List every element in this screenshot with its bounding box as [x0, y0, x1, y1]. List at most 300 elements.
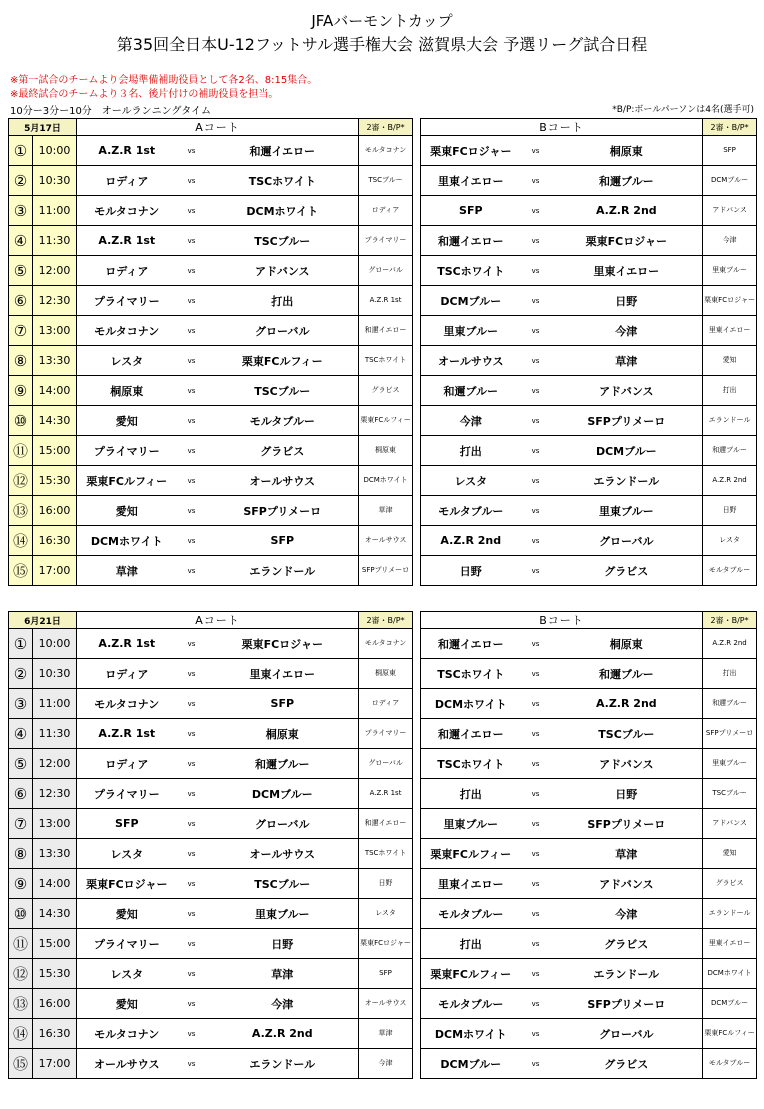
vs-label: vs	[521, 989, 551, 1019]
court-a-referee: 草津	[359, 1019, 413, 1049]
match-row	[9, 899, 757, 929]
court-a-referee: グラビス	[359, 376, 413, 406]
vs-label: vs	[177, 526, 207, 556]
column-gap	[413, 989, 421, 1019]
match-number: ⑤	[9, 749, 33, 779]
vs-label: vs	[521, 749, 551, 779]
page-title-line1: JFAバーモントカップ	[311, 12, 453, 30]
court-b-referee: 今津	[703, 226, 757, 256]
court-b-referee: 愛知	[703, 346, 757, 376]
court-a-home-team: レスタ	[77, 959, 177, 989]
kickoff-time: 16:00	[33, 989, 77, 1019]
court-b-referee: DCMブルー	[703, 166, 757, 196]
court-b-home-team: 栗東FCロジャー	[421, 136, 521, 166]
court-a-home-team: 愛知	[77, 899, 177, 929]
court-a-home-team: レスタ	[77, 839, 177, 869]
court-a-referee: モルタコナン	[359, 136, 413, 166]
court-a-away-team: グローバル	[207, 809, 359, 839]
court-b-referee: モルタブルー	[703, 556, 757, 586]
court-b-referee: 打出	[703, 659, 757, 689]
court-a-home-team: モルタコナン	[77, 689, 177, 719]
kickoff-time: 13:00	[33, 316, 77, 346]
column-gap	[413, 466, 421, 496]
court-a-referee: 桐原東	[359, 659, 413, 689]
vs-label: vs	[177, 556, 207, 586]
vs-label: vs	[177, 376, 207, 406]
match-number: ②	[9, 166, 33, 196]
court-b-referee: DCMホワイト	[703, 959, 757, 989]
court-a-home-team: ロディア	[77, 256, 177, 286]
court-a-away-team: グラビス	[207, 436, 359, 466]
column-gap	[413, 1049, 421, 1079]
vs-label: vs	[177, 899, 207, 929]
court-b-referee: SFPプリメーロ	[703, 719, 757, 749]
kickoff-time: 13:30	[33, 346, 77, 376]
vs-label: vs	[177, 869, 207, 899]
kickoff-time: 10:00	[33, 629, 77, 659]
court-a-home-team: 栗東FCロジャー	[77, 869, 177, 899]
match-row	[9, 1049, 757, 1079]
court-a-home-team: A.Z.R 1st	[77, 226, 177, 256]
vs-label: vs	[177, 839, 207, 869]
court-a-away-team: モルタブルー	[207, 406, 359, 436]
column-gap	[413, 629, 421, 659]
court-b-away-team: A.Z.R 2nd	[551, 689, 703, 719]
court-b-home-team: TSCホワイト	[421, 749, 521, 779]
court-b-home-team: 栗東FCルフィー	[421, 959, 521, 989]
court-b-referee: A.Z.R 2nd	[703, 466, 757, 496]
court-b-away-team: 桐原東	[551, 629, 703, 659]
column-gap	[413, 256, 421, 286]
match-number: ⑦	[9, 809, 33, 839]
match-number: ⑭	[9, 1019, 33, 1049]
ref-header-b: 2審・B/P*	[703, 119, 757, 136]
match-number: ⑥	[9, 286, 33, 316]
kickoff-time: 15:30	[33, 466, 77, 496]
match-row	[9, 869, 757, 899]
column-gap	[413, 226, 421, 256]
court-a-referee: SFPプリメーロ	[359, 556, 413, 586]
vs-label: vs	[177, 1049, 207, 1079]
vs-label: vs	[177, 929, 207, 959]
match-number: ④	[9, 226, 33, 256]
match-number: ⑩	[9, 899, 33, 929]
match-number: ⑧	[9, 346, 33, 376]
column-gap	[413, 899, 421, 929]
vs-label: vs	[177, 689, 207, 719]
match-row	[9, 436, 757, 466]
vs-label: vs	[177, 959, 207, 989]
vs-label: vs	[177, 406, 207, 436]
court-a-referee: 和邇イエロー	[359, 809, 413, 839]
kickoff-time: 12:00	[33, 749, 77, 779]
court-a-referee: オールサウス	[359, 526, 413, 556]
vs-label: vs	[177, 136, 207, 166]
match-number: ⑭	[9, 526, 33, 556]
column-gap	[413, 689, 421, 719]
court-a-referee: A.Z.R 1st	[359, 286, 413, 316]
court-b-referee: 里東イエロー	[703, 929, 757, 959]
court-b-away-team: SFPプリメーロ	[551, 809, 703, 839]
vs-label: vs	[521, 346, 551, 376]
court-a-home-team: ロディア	[77, 659, 177, 689]
court-a-referee: 草津	[359, 496, 413, 526]
match-row	[9, 226, 757, 256]
court-a-home-team: オールサウス	[77, 1049, 177, 1079]
court-b-away-team: グラビス	[551, 929, 703, 959]
court-a-away-team: TSCブルー	[207, 869, 359, 899]
vs-label: vs	[177, 719, 207, 749]
court-a-away-team: TSCブルー	[207, 226, 359, 256]
kickoff-time: 13:00	[33, 809, 77, 839]
match-number: ③	[9, 196, 33, 226]
court-b-home-team: 和邇イエロー	[421, 719, 521, 749]
match-number: ⑫	[9, 959, 33, 989]
column-gap	[413, 779, 421, 809]
court-b-away-team: アドバンス	[551, 376, 703, 406]
court-b-home-team: 今津	[421, 406, 521, 436]
court-b-referee: アドバンス	[703, 809, 757, 839]
kickoff-time: 14:30	[33, 899, 77, 929]
column-gap	[413, 166, 421, 196]
court-a-away-team: 桐原東	[207, 719, 359, 749]
court-a-away-team: アドバンス	[207, 256, 359, 286]
court-b-home-team: SFP	[421, 196, 521, 226]
match-row	[9, 136, 757, 166]
column-gap	[413, 436, 421, 466]
vs-label: vs	[521, 526, 551, 556]
kickoff-time: 11:00	[33, 196, 77, 226]
match-number: ⑩	[9, 406, 33, 436]
court-a-home-team: A.Z.R 1st	[77, 629, 177, 659]
vs-label: vs	[177, 256, 207, 286]
vs-label: vs	[521, 436, 551, 466]
match-number: ⑧	[9, 839, 33, 869]
match-row	[9, 839, 757, 869]
vs-label: vs	[521, 466, 551, 496]
kickoff-time: 16:00	[33, 496, 77, 526]
match-number: ⑬	[9, 989, 33, 1019]
court-b-away-team: TSCブルー	[551, 719, 703, 749]
match-row	[9, 166, 757, 196]
kickoff-time: 12:30	[33, 779, 77, 809]
court-a-referee: プライマリー	[359, 719, 413, 749]
court-b-away-team: A.Z.R 2nd	[551, 196, 703, 226]
match-number: ⑦	[9, 316, 33, 346]
court-a-away-team: 打出	[207, 286, 359, 316]
court-b-header: Bコート	[421, 612, 703, 629]
court-a-away-team: オールサウス	[207, 839, 359, 869]
court-a-away-team: エランドール	[207, 556, 359, 586]
court-b-home-team: 里東イエロー	[421, 869, 521, 899]
court-a-referee: 今津	[359, 1049, 413, 1079]
court-a-referee: グローバル	[359, 749, 413, 779]
court-a-header: Aコート	[77, 612, 359, 629]
match-row	[9, 466, 757, 496]
court-b-referee: DCMブルー	[703, 989, 757, 1019]
court-b-referee: 愛知	[703, 839, 757, 869]
vs-label: vs	[177, 629, 207, 659]
court-b-away-team: 日野	[551, 779, 703, 809]
court-a-home-team: ロディア	[77, 166, 177, 196]
column-gap	[413, 526, 421, 556]
court-a-referee: TSCホワイト	[359, 346, 413, 376]
column-gap	[413, 659, 421, 689]
vs-label: vs	[177, 659, 207, 689]
court-b-home-team: モルタブルー	[421, 899, 521, 929]
court-a-referee: グローバル	[359, 256, 413, 286]
vs-label: vs	[521, 899, 551, 929]
column-gap	[413, 406, 421, 436]
court-a-referee: 桐原東	[359, 436, 413, 466]
vs-label: vs	[521, 959, 551, 989]
court-b-away-team: 草津	[551, 346, 703, 376]
match-number: ③	[9, 689, 33, 719]
court-b-home-team: 里東イエロー	[421, 166, 521, 196]
kickoff-time: 15:00	[33, 436, 77, 466]
vs-label: vs	[521, 719, 551, 749]
vs-label: vs	[177, 346, 207, 376]
vs-label: vs	[521, 556, 551, 586]
vs-label: vs	[521, 196, 551, 226]
court-a-home-team: 愛知	[77, 989, 177, 1019]
court-a-header: Aコート	[77, 119, 359, 136]
vs-label: vs	[521, 839, 551, 869]
kickoff-time: 16:30	[33, 1019, 77, 1049]
vs-label: vs	[521, 226, 551, 256]
court-a-referee: A.Z.R 1st	[359, 779, 413, 809]
court-a-home-team: プライマリー	[77, 929, 177, 959]
vs-label: vs	[177, 166, 207, 196]
court-b-referee: 打出	[703, 376, 757, 406]
court-a-referee: 和邇イエロー	[359, 316, 413, 346]
kickoff-time: 10:30	[33, 166, 77, 196]
court-b-away-team: 和邇ブルー	[551, 659, 703, 689]
court-a-home-team: 栗東FCルフィー	[77, 466, 177, 496]
court-b-away-team: 栗東FCロジャー	[551, 226, 703, 256]
vs-label: vs	[521, 629, 551, 659]
page-title-line2: 第35回全日本U-12フットサル選手権大会 滋賀県大会 予選リーグ試合日程	[116, 35, 648, 54]
vs-label: vs	[521, 136, 551, 166]
court-a-home-team: モルタコナン	[77, 1019, 177, 1049]
kickoff-time: 11:30	[33, 719, 77, 749]
vs-label: vs	[177, 196, 207, 226]
vs-label: vs	[521, 869, 551, 899]
court-b-home-team: 和邇ブルー	[421, 376, 521, 406]
vs-label: vs	[521, 929, 551, 959]
court-b-away-team: 和邇ブルー	[551, 166, 703, 196]
court-b-home-team: 里東ブルー	[421, 316, 521, 346]
ballperson-note: *B/P:ボールパーソンは4名(選手可)	[612, 105, 754, 115]
court-b-home-team: TSCホワイト	[421, 256, 521, 286]
vs-label: vs	[177, 809, 207, 839]
match-row	[9, 689, 757, 719]
header-row	[9, 119, 757, 136]
match-row	[9, 719, 757, 749]
vs-label: vs	[177, 286, 207, 316]
column-gap	[413, 839, 421, 869]
vs-label: vs	[521, 316, 551, 346]
court-a-referee: TSCホワイト	[359, 839, 413, 869]
court-b-referee: グラビス	[703, 869, 757, 899]
court-b-referee: 和邇ブルー	[703, 689, 757, 719]
kickoff-time: 17:00	[33, 1049, 77, 1079]
header-row	[9, 612, 757, 629]
vs-label: vs	[521, 376, 551, 406]
court-a-home-team: プライマリー	[77, 436, 177, 466]
court-b-referee: エランドール	[703, 406, 757, 436]
column-gap	[413, 1019, 421, 1049]
court-a-referee: DCMホワイト	[359, 466, 413, 496]
court-b-home-team: 打出	[421, 436, 521, 466]
court-b-referee: 里東ブルー	[703, 749, 757, 779]
court-a-away-team: DCMホワイト	[207, 196, 359, 226]
court-a-away-team: オールサウス	[207, 466, 359, 496]
court-b-away-team: 今津	[551, 316, 703, 346]
court-a-referee: TSCブルー	[359, 166, 413, 196]
court-a-home-team: 愛知	[77, 406, 177, 436]
match-number: ④	[9, 719, 33, 749]
court-a-away-team: グローバル	[207, 316, 359, 346]
ref-header-a: 2審・B/P*	[359, 119, 413, 136]
kickoff-time: 17:00	[33, 556, 77, 586]
court-a-home-team: A.Z.R 1st	[77, 136, 177, 166]
column-gap	[413, 719, 421, 749]
court-b-away-team: 日野	[551, 286, 703, 316]
cleanup-note: ※最終試合のチームより３名、後片付けの補助役員を担当。	[10, 89, 279, 100]
court-b-home-team: 里東ブルー	[421, 809, 521, 839]
court-b-referee: 栗東FCルフィー	[703, 1019, 757, 1049]
court-b-away-team: グラビス	[551, 1049, 703, 1079]
match-number: ⑫	[9, 466, 33, 496]
match-row	[9, 316, 757, 346]
vs-label: vs	[177, 316, 207, 346]
court-b-referee: 里東イエロー	[703, 316, 757, 346]
column-gap	[413, 196, 421, 226]
court-a-away-team: SFPプリメーロ	[207, 496, 359, 526]
match-number: ⑥	[9, 779, 33, 809]
court-b-home-team: オールサウス	[421, 346, 521, 376]
match-number: ⑨	[9, 376, 33, 406]
court-a-referee: 栗東FCルフィー	[359, 406, 413, 436]
court-b-away-team: 桐原東	[551, 136, 703, 166]
day2-body	[9, 612, 757, 1079]
vs-label: vs	[521, 166, 551, 196]
match-row	[9, 526, 757, 556]
column-gap	[413, 929, 421, 959]
vs-label: vs	[521, 406, 551, 436]
court-b-home-team: 打出	[421, 779, 521, 809]
court-b-header: Bコート	[421, 119, 703, 136]
schedule-table-day2	[8, 611, 757, 1079]
column-gap	[413, 809, 421, 839]
court-b-home-team: モルタブルー	[421, 496, 521, 526]
match-row	[9, 659, 757, 689]
match-row	[9, 496, 757, 526]
vs-label: vs	[177, 226, 207, 256]
match-number: ⑮	[9, 1049, 33, 1079]
court-a-referee: ロディア	[359, 196, 413, 226]
court-b-away-team: 今津	[551, 899, 703, 929]
kickoff-time: 13:30	[33, 839, 77, 869]
vs-label: vs	[521, 1019, 551, 1049]
court-a-away-team: エランドール	[207, 1049, 359, 1079]
court-b-referee: 日野	[703, 496, 757, 526]
court-b-home-team: TSCホワイト	[421, 659, 521, 689]
court-a-referee: モルタコナン	[359, 629, 413, 659]
court-a-home-team: ロディア	[77, 749, 177, 779]
column-gap	[413, 136, 421, 166]
court-b-away-team: グローバル	[551, 526, 703, 556]
match-row	[9, 196, 757, 226]
vs-label: vs	[521, 496, 551, 526]
date-cell: 6月21日	[9, 612, 77, 629]
kickoff-time: 15:30	[33, 959, 77, 989]
court-a-referee: 栗東FCロジャー	[359, 929, 413, 959]
court-a-referee: 日野	[359, 869, 413, 899]
schedule-table-day1	[8, 118, 757, 586]
court-b-away-team: 里東ブルー	[551, 496, 703, 526]
court-a-away-team: 和邇イエロー	[207, 136, 359, 166]
match-row	[9, 929, 757, 959]
court-b-home-team: 栗東FCルフィー	[421, 839, 521, 869]
court-a-away-team: 今津	[207, 989, 359, 1019]
match-row	[9, 256, 757, 286]
match-row	[9, 376, 757, 406]
court-a-away-team: DCMブルー	[207, 779, 359, 809]
court-b-home-team: DCMブルー	[421, 286, 521, 316]
column-gap	[413, 749, 421, 779]
court-a-away-team: 栗東FCロジャー	[207, 629, 359, 659]
court-a-away-team: 日野	[207, 929, 359, 959]
ref-header-a: 2審・B/P*	[359, 612, 413, 629]
kickoff-time: 14:30	[33, 406, 77, 436]
match-rules: 10分ー3分ー10分 オールランニングタイム	[10, 106, 212, 117]
kickoff-time: 11:30	[33, 226, 77, 256]
court-b-home-team: モルタブルー	[421, 989, 521, 1019]
date-cell: 5月17日	[9, 119, 77, 136]
vs-label: vs	[177, 749, 207, 779]
kickoff-time: 15:00	[33, 929, 77, 959]
match-row	[9, 749, 757, 779]
column-gap	[413, 316, 421, 346]
match-row	[9, 959, 757, 989]
match-number: ⑤	[9, 256, 33, 286]
court-b-home-team: DCMホワイト	[421, 689, 521, 719]
court-b-home-team: 打出	[421, 929, 521, 959]
court-b-away-team: DCMブルー	[551, 436, 703, 466]
column-gap	[413, 612, 421, 629]
vs-label: vs	[177, 989, 207, 1019]
match-row	[9, 1019, 757, 1049]
match-number: ⑪	[9, 929, 33, 959]
court-b-away-team: グローバル	[551, 1019, 703, 1049]
kickoff-time: 12:30	[33, 286, 77, 316]
kickoff-time: 11:00	[33, 689, 77, 719]
court-a-away-team: 和邇ブルー	[207, 749, 359, 779]
match-row	[9, 556, 757, 586]
match-number: ⑬	[9, 496, 33, 526]
court-a-away-team: SFP	[207, 526, 359, 556]
match-row	[9, 406, 757, 436]
court-a-home-team: プライマリー	[77, 286, 177, 316]
court-b-home-team: DCMブルー	[421, 1049, 521, 1079]
kickoff-time: 16:30	[33, 526, 77, 556]
court-a-referee: プライマリー	[359, 226, 413, 256]
court-b-referee: アドバンス	[703, 196, 757, 226]
match-number: ⑨	[9, 869, 33, 899]
court-b-referee: 里東ブルー	[703, 256, 757, 286]
